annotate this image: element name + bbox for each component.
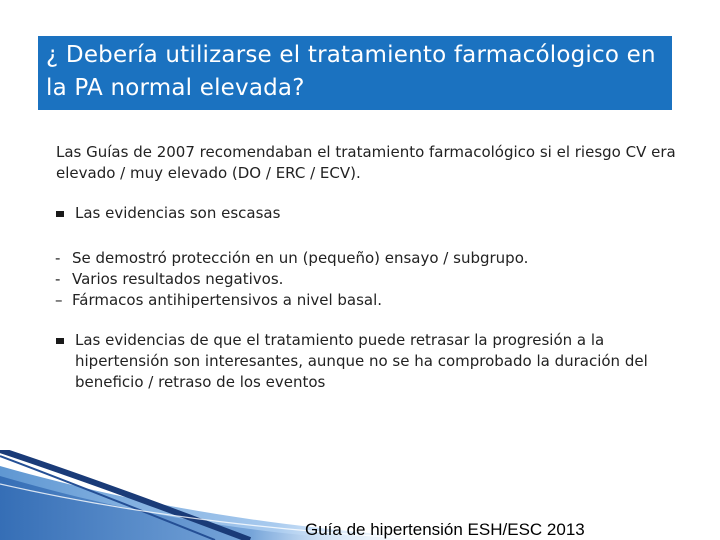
list-item — [55, 248, 676, 269]
square-bullet-icon — [56, 211, 64, 217]
dash-mark: - — [55, 270, 61, 288]
list-item — [55, 290, 676, 311]
title-banner — [38, 36, 672, 110]
bullet-item — [56, 330, 676, 393]
dash-mark: – — [55, 291, 63, 309]
dash-mark: - — [55, 249, 61, 267]
square-bullet-icon — [56, 338, 64, 344]
slide-title: ¿ Debería utilizarse el tratamiento farmacólogico en la PA normal elevada? — [46, 42, 656, 101]
list-item — [55, 269, 676, 290]
slide-body — [56, 142, 676, 393]
bullet-text: Las evidencias de que el tratamiento puede retrasar la progresión a la hipertensión son interesantes, aunque no se ha comprobado la duración del beneficio / retraso de los eventos — [75, 331, 648, 391]
intro-paragraph: Las Guías de 2007 recomendaban el tratamiento farmacológico si el riesgo CV era elevado / muy elevado (DO / ERC / ECV). — [56, 143, 676, 182]
bullet-item — [56, 203, 676, 224]
list-item-text: Se demostró protección en un (pequeño) ensayo / subgrupo. — [72, 249, 529, 267]
dash-list — [55, 248, 676, 311]
list-item-text: Varios resultados negativos. — [72, 270, 284, 288]
bullet-text: Las evidencias son escasas — [75, 204, 281, 222]
citation-text: Guía de hipertensión ESH/ESC 2013 — [305, 520, 585, 539]
list-item-text: Fármacos antihipertensivos a nivel basal. — [72, 291, 383, 309]
